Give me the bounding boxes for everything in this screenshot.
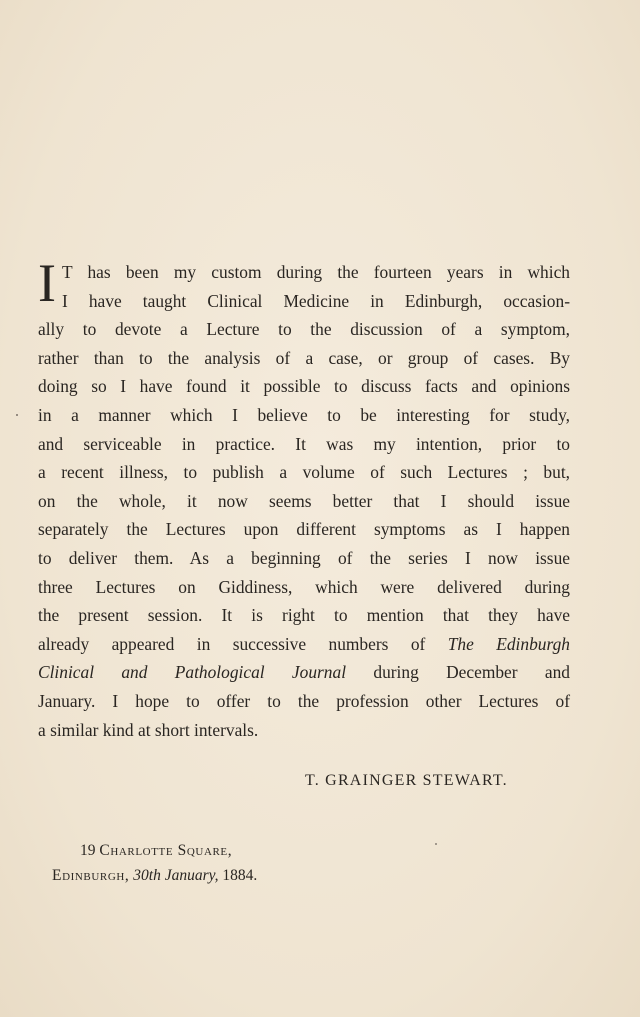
preface-line-16: January. I hope to offer to the profession other Lectures of: [38, 690, 570, 711]
margin-speck: [16, 414, 18, 416]
preface-line-7: and serviceable in practice. It was my intention, prior to: [38, 433, 570, 454]
preface-line-17: a similar kind at short intervals.: [38, 719, 259, 740]
street-number: 19: [80, 842, 96, 859]
drop-cap: I: [38, 253, 56, 313]
city: Edinburgh,: [52, 867, 130, 884]
preface-line-6: in a manner which I believe to be interesting for study,: [38, 404, 570, 425]
address-block: [52, 838, 257, 888]
author-signature: T. GRAINGER STEWART.: [305, 772, 508, 789]
preface-text: [38, 253, 570, 744]
preface-line-8: a recent illness, to publish a volume of such Lectures ; but,: [38, 462, 570, 483]
year: 1884.: [222, 867, 258, 884]
date: 30th January,: [133, 867, 219, 884]
preface-line-11: to deliver them. As a beginning of the series I now issue: [38, 547, 570, 568]
preface-line-1: T has been my custom during the fourteen years in which: [61, 262, 570, 282]
page-speck: [435, 843, 437, 845]
address-line-2: [52, 863, 257, 888]
address-line-1: [52, 838, 257, 863]
journal-title-part: The Edinburgh: [447, 633, 570, 654]
preface-line-15-tail: during December and: [373, 662, 570, 683]
preface-line-3: ally to devote a Lecture to the discussion of a symptom,: [38, 319, 570, 340]
preface-line-15: [38, 658, 570, 687]
street-name: Charlotte Square,: [99, 842, 233, 859]
preface-line-14: [38, 630, 570, 659]
journal-title-rest: Clinical and Pathological Journal: [38, 662, 347, 683]
preface-line-13: the present session. It is right to mention that they have: [38, 605, 570, 626]
preface-line-4: rather than to the analysis of a case, or group of cases. By: [38, 347, 570, 368]
preface-line-2: I have taught Clinical Medicine in Edinburgh, occasion-: [61, 290, 570, 311]
preface-line-5: doing so I have found it possible to discuss facts and opinions: [38, 376, 570, 397]
preface-line-12: three Lectures on Giddiness, which were delivered during: [38, 576, 570, 597]
preface-line-10: separately the Lectures upon different symptoms as I happen: [38, 519, 570, 540]
preface-line-9: on the whole, it now seems better that I should issue: [38, 490, 570, 511]
preface-line-14-text: already appeared in successive numbers of: [38, 633, 426, 654]
